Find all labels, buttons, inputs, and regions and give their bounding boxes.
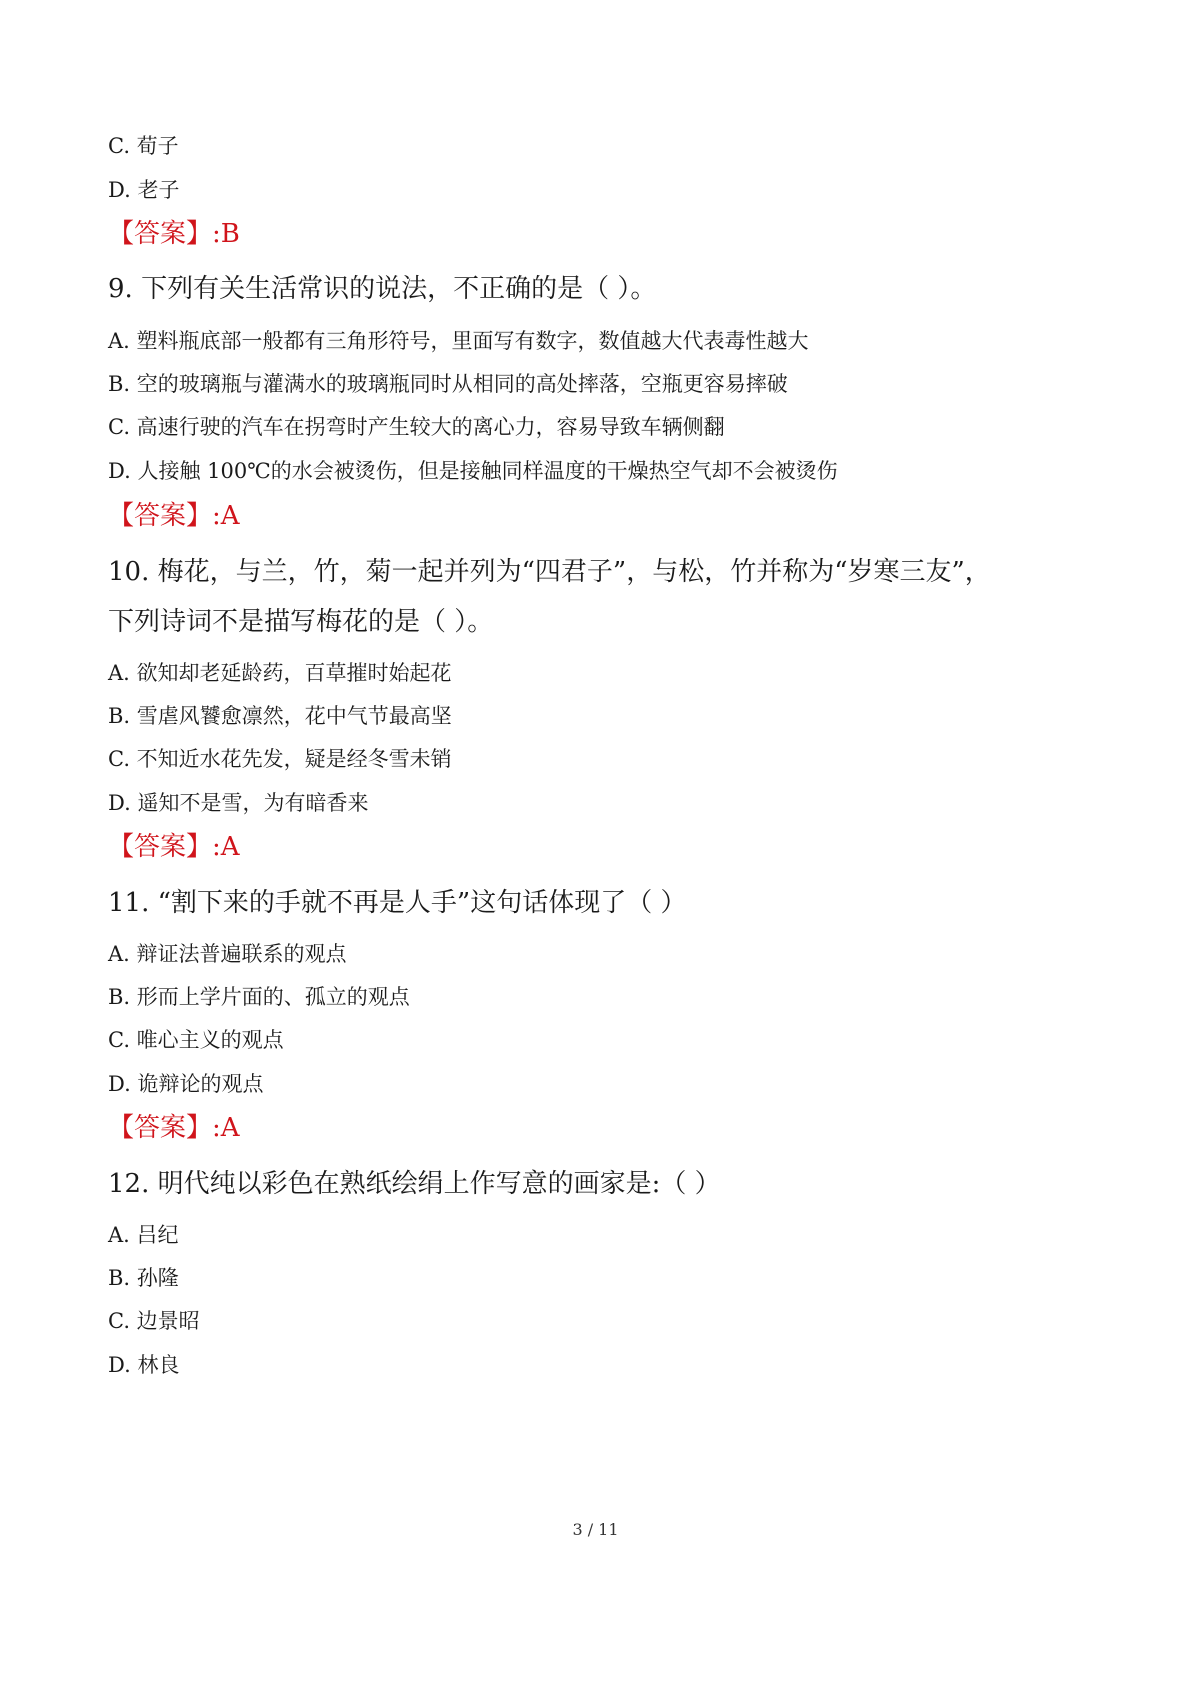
answer-label: 【答案】: (108, 832, 221, 862)
q12-question: 12. 明代纯以彩色在熟纸绘绢上作写意的画家是:（ ） (108, 1169, 721, 1199)
q9-option-c: C. 高速行驶的汽车在拐弯时产生较大的离心力，容易导致车辆侧翻 (108, 415, 725, 439)
q8-answer (108, 216, 240, 252)
q8-option-c: C. 荀子 (108, 134, 179, 158)
q10-answer (108, 829, 240, 865)
answer-value: A (220, 1113, 240, 1143)
answer-label: 【答案】: (108, 219, 221, 249)
q12-option-a: A. 吕纪 (108, 1223, 179, 1247)
q11-question: 11. “割下来的手就不再是人手”这句话体现了（ ） (108, 888, 687, 918)
q9-option-a: A. 塑料瓶底部一般都有三角形符号，里面写有数字，数值越大代表毒性越大 (108, 329, 809, 353)
answer-value: A (220, 832, 240, 862)
q9-question: 9. 下列有关生活常识的说法，不正确的是（ ）。 (108, 274, 657, 304)
q11-option-c: C. 唯心主义的观点 (108, 1028, 284, 1052)
q12-option-b: B. 孙隆 (108, 1266, 179, 1290)
q11-option-d: D. 诡辩论的观点 (108, 1072, 264, 1096)
q11-option-b: B. 形而上学片面的、孤立的观点 (108, 985, 410, 1009)
q9-option-d: D. 人接触 100℃的水会被烫伤，但是接触同样温度的干燥热空气却不会被烫伤 (108, 459, 838, 483)
q10-option-a: A. 欲知却老延龄药，百草摧时始起花 (108, 661, 452, 685)
q8-option-d: D. 老子 (108, 178, 180, 202)
answer-label: 【答案】: (108, 1113, 221, 1143)
q10-question-line2: 下列诗词不是描写梅花的是（ ）。 (108, 607, 494, 637)
page-number: 3 / 11 (572, 1520, 619, 1539)
q10-option-d: D. 遥知不是雪，为有暗香来 (108, 791, 369, 815)
q11-answer (108, 1110, 240, 1146)
answer-label: 【答案】: (108, 501, 221, 531)
answer-value: A (220, 501, 240, 531)
q9-answer (108, 498, 240, 534)
answer-value: B (220, 219, 240, 249)
q10-option-c: C. 不知近水花先发，疑是经冬雪未销 (108, 747, 452, 771)
q10-question-line1: 10. 梅花，与兰，竹，菊一起并列为“四君子”，与松，竹并称为“岁寒三友”， (108, 557, 991, 587)
q10-option-b: B. 雪虐风饕愈凛然，花中气节最高坚 (108, 704, 452, 728)
q12-option-c: C. 边景昭 (108, 1309, 200, 1333)
q9-option-b: B. 空的玻璃瓶与灌满水的玻璃瓶同时从相同的高处摔落，空瓶更容易摔破 (108, 372, 788, 396)
q11-option-a: A. 辩证法普遍联系的观点 (108, 942, 347, 966)
q12-option-d: D. 林良 (108, 1353, 180, 1377)
